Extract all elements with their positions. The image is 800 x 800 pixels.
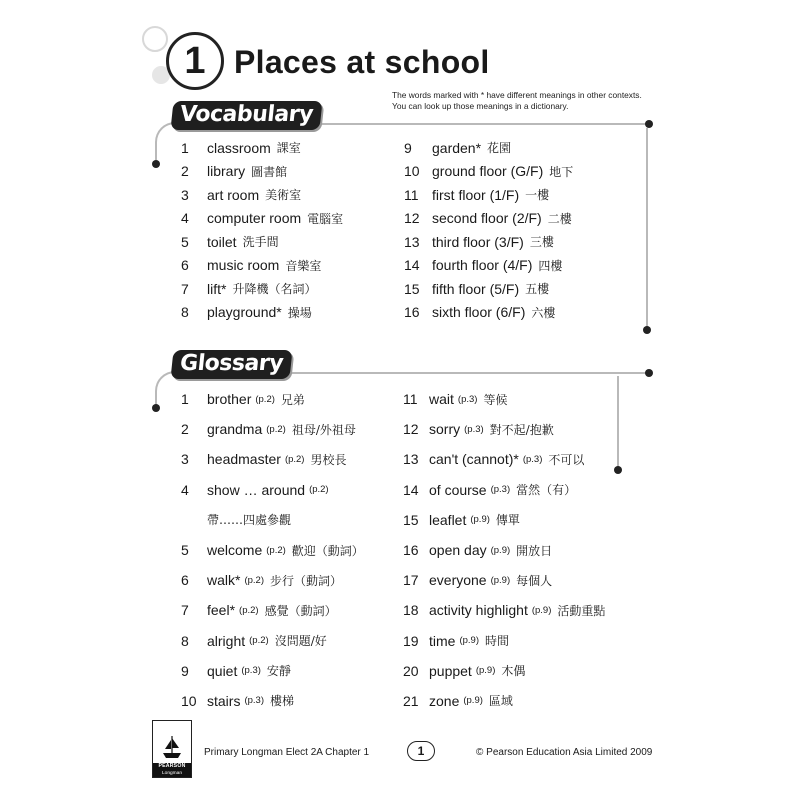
glossary-list-left: [181, 384, 364, 716]
publisher-logo: [152, 720, 192, 778]
section-frame-edge: [155, 142, 157, 160]
glossary-item: 9 quiet (p.3) 安靜: [181, 662, 291, 679]
divider-dot: [614, 466, 622, 474]
vocab-item: 9 garden* 花園: [404, 139, 512, 156]
divider-dot: [645, 120, 653, 128]
ship-icon: [161, 734, 183, 760]
divider-dot: [643, 326, 651, 334]
page-title: Places at school: [234, 44, 490, 80]
divider-dot: [645, 369, 653, 377]
section-frame-edge: [646, 128, 648, 328]
vocab-item: 14 fourth floor (4/F) 四樓: [404, 257, 563, 274]
vocab-item: 8 playground* 操場: [181, 304, 312, 321]
section-divider: [265, 372, 648, 374]
glossary-item: 4 show … around (p.2): [181, 481, 329, 498]
glossary-item: 7 feel* (p.2) 感覺（動詞）: [181, 602, 337, 619]
vocab-item: 12 second floor (2/F) 二樓: [404, 210, 572, 227]
glossary-item: 10 stairs (p.3) 樓梯: [181, 692, 295, 709]
vocab-item: 4 computer room 電腦室: [181, 210, 344, 227]
copyright: © Pearson Education Asia Limited 2009: [476, 747, 653, 758]
glossary-item: 12 sorry (p.3) 對不起/抱歉: [403, 421, 554, 438]
logo-text-strip: PEARSON Longman: [153, 763, 191, 777]
page-number: 1: [407, 741, 435, 761]
glossary-item: 2 grandma (p.2) 祖母/外祖母: [181, 421, 356, 438]
vocab-item: 7 lift* 升降機（名詞）: [181, 280, 317, 297]
glossary-list-right: [403, 384, 605, 716]
vocab-item: 11 first floor (1/F) 一樓: [404, 186, 550, 203]
glossary-item: 14 of course (p.3) 當然（有）: [403, 481, 577, 498]
glossary-heading: Glossary: [170, 350, 292, 379]
divider-dot: [152, 160, 160, 168]
section-frame-edge: [155, 391, 157, 405]
glossary-item: 17 everyone (p.9) 每個人: [403, 572, 553, 589]
vocab-item: 2 library 圖書館: [181, 163, 288, 180]
glossary-item: 11 wait (p.3) 等候: [403, 391, 508, 408]
vocabulary-heading: Vocabulary: [170, 101, 322, 130]
dictionary-note: The words marked with * have different meanings in other contexts. You can look up those meanings in a dictionary.: [392, 90, 642, 111]
glossary-item: 15 leaflet (p.9) 傳單: [403, 511, 520, 528]
chapter-number: 1: [184, 39, 206, 82]
chapter-number-badge: [166, 32, 224, 90]
glossary-item: 3 headmaster (p.2) 男校長: [181, 451, 347, 468]
glossary-item: 18 activity highlight (p.9) 活動重點: [403, 602, 606, 619]
vocab-item: 13 third floor (3/F) 三樓: [404, 233, 554, 250]
glossary-item: 6 walk* (p.2) 步行（動詞）: [181, 572, 343, 589]
decorative-circle: [142, 26, 168, 52]
section-divider: [276, 123, 648, 125]
vocabulary-list-right: [404, 136, 573, 324]
glossary-item-continuation: 帶……四處參觀: [207, 513, 292, 528]
vocab-item: 5 toilet 洗手間: [181, 233, 279, 250]
vocab-item: 1 classroom 課室: [181, 139, 301, 156]
glossary-item: 16 open day (p.9) 開放日: [403, 542, 553, 559]
vocab-item: 6 music room 音樂室: [181, 257, 322, 274]
glossary-item: 20 puppet (p.9) 木偶: [403, 662, 526, 679]
glossary-item: 1 brother (p.2) 兄弟: [181, 391, 305, 408]
book-title: Primary Longman Elect 2A Chapter 1: [204, 747, 370, 758]
vocab-item: 10 ground floor (G/F) 地下: [404, 163, 574, 180]
divider-dot: [152, 404, 160, 412]
glossary-item: 5 welcome (p.2) 歡迎（動詞）: [181, 542, 364, 559]
glossary-item: 8 alright (p.2) 沒問題/好: [181, 632, 327, 649]
vocab-item: 16 sixth floor (6/F) 六樓: [404, 304, 556, 321]
glossary-item: 21 zone (p.9) 區域: [403, 692, 513, 709]
glossary-item: 13 can't (cannot)* (p.3) 不可以: [403, 451, 585, 468]
glossary-item: 19 time (p.9) 時間: [403, 632, 510, 649]
section-frame-edge: [617, 376, 619, 468]
vocab-item: 15 fifth floor (5/F) 五樓: [404, 280, 550, 297]
vocab-item: 3 art room 美術室: [181, 186, 302, 203]
vocabulary-list-left: [181, 136, 343, 324]
